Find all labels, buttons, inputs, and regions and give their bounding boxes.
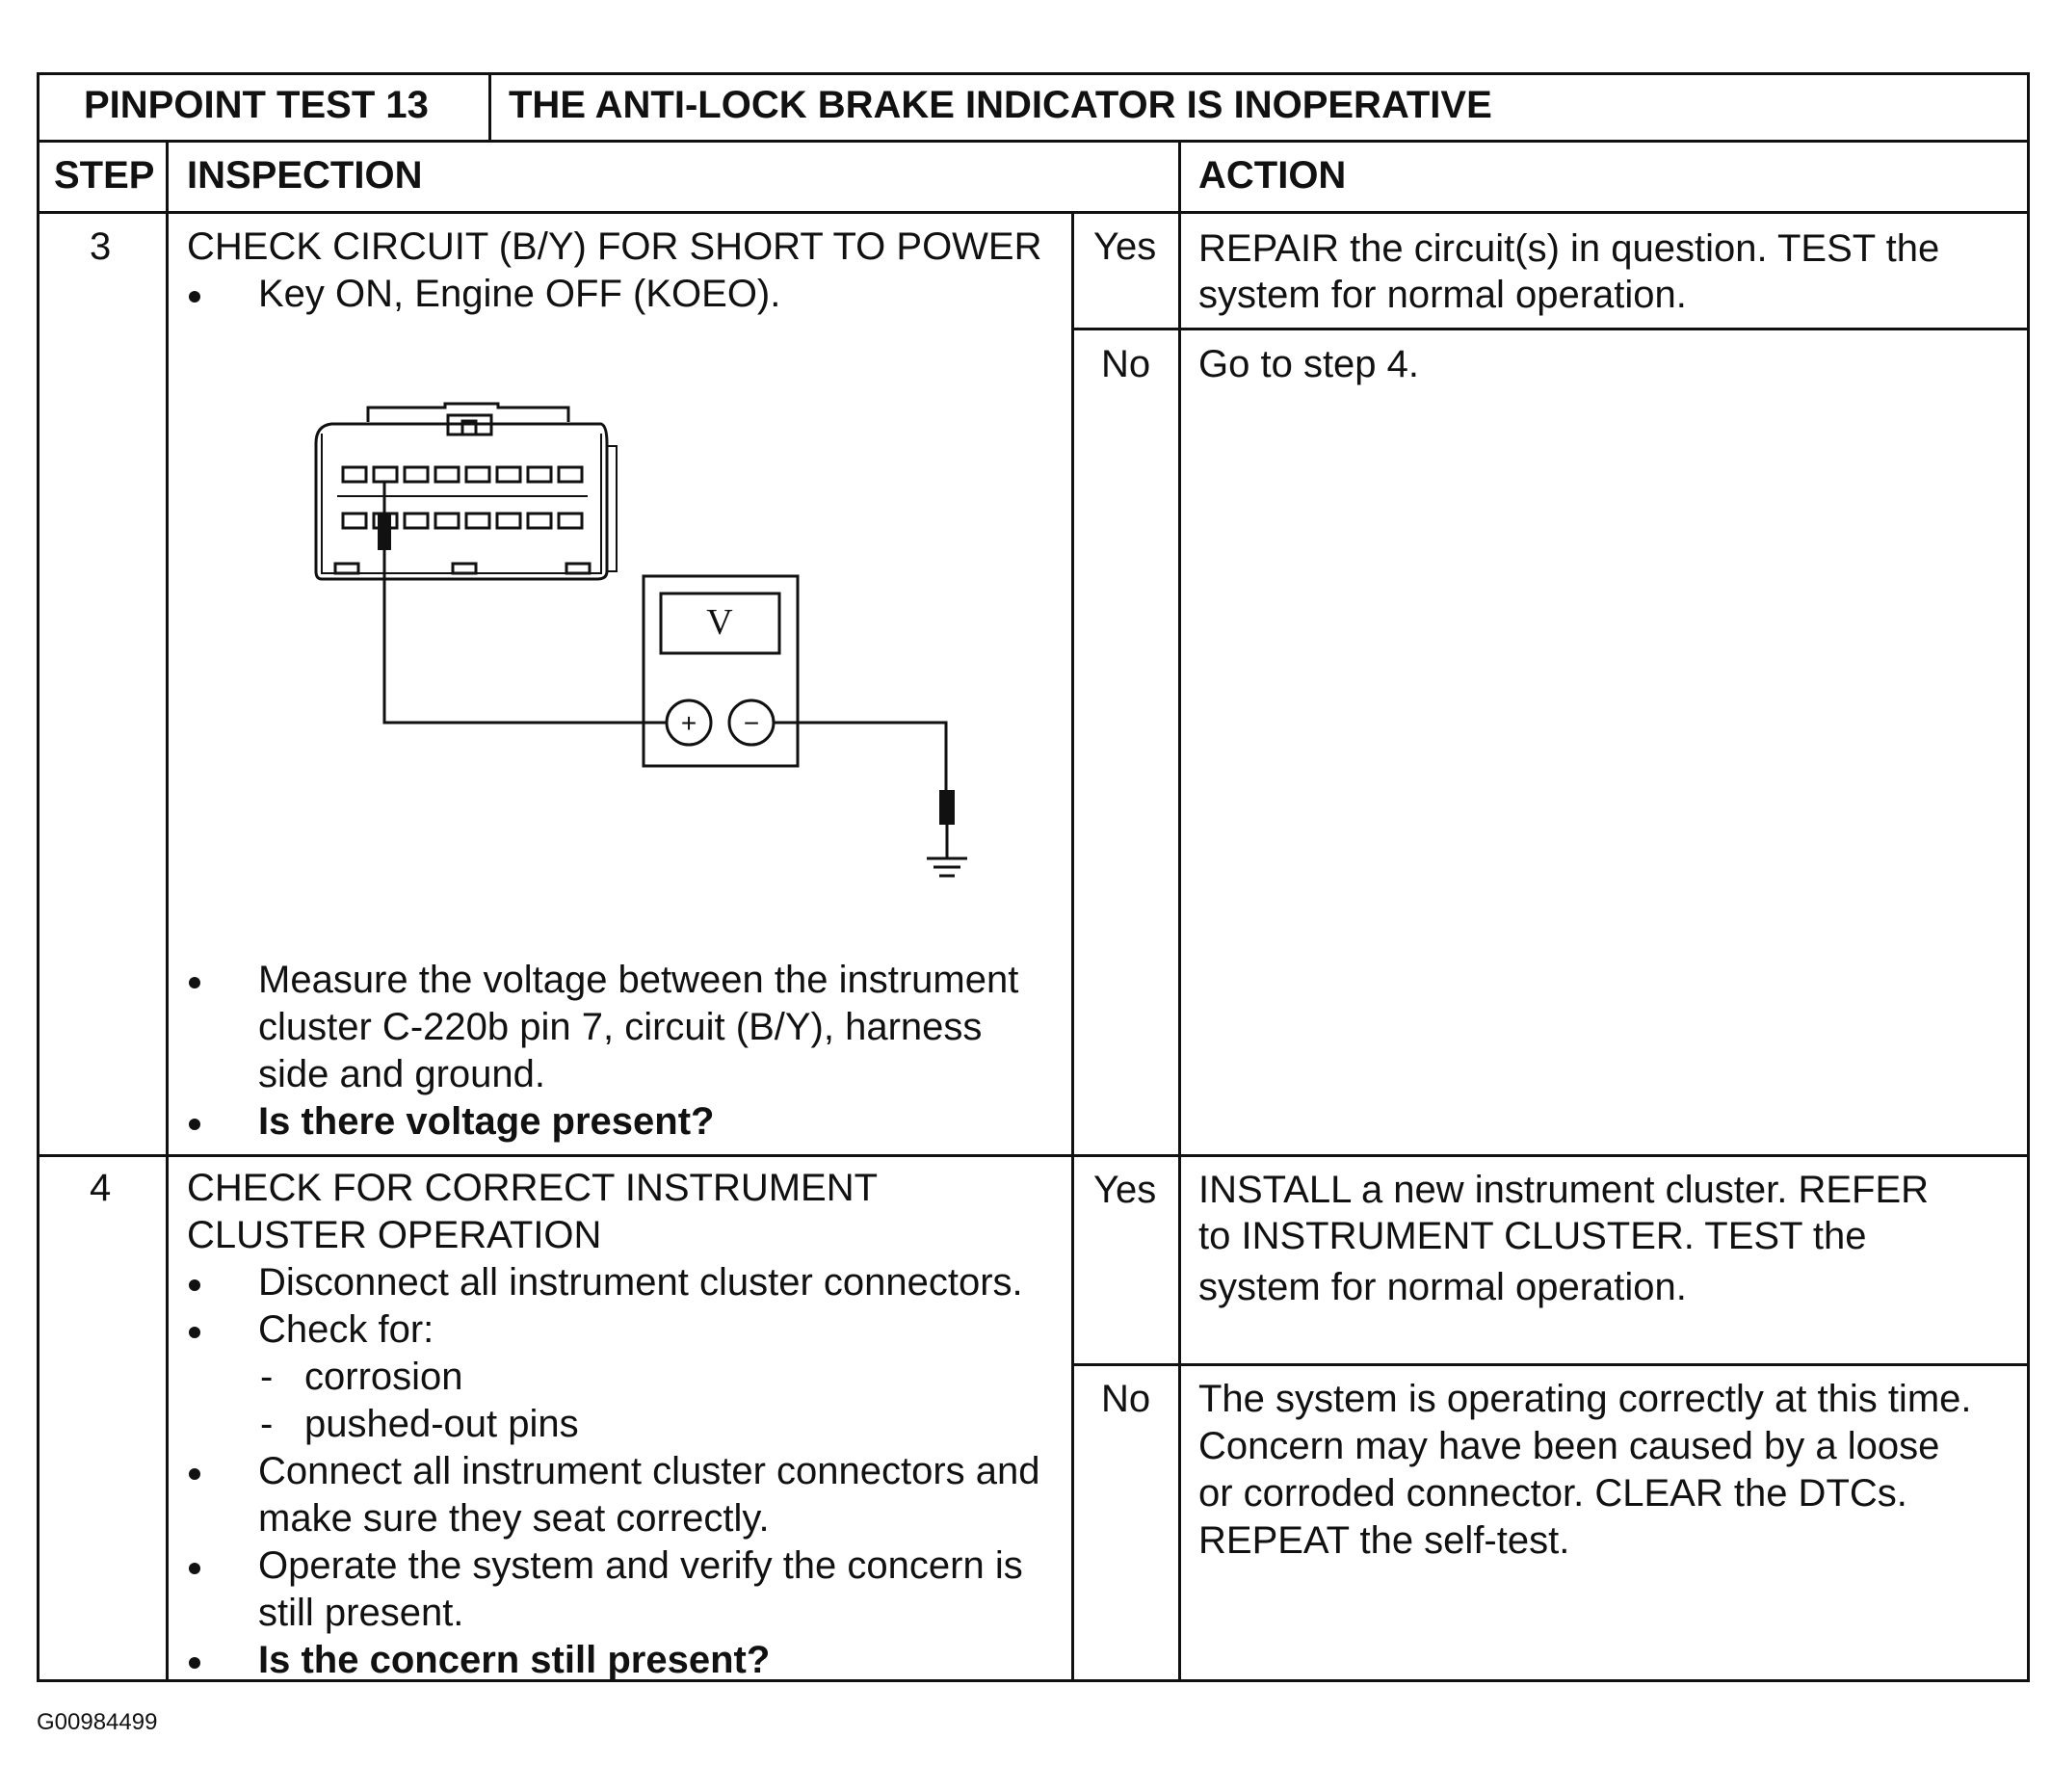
step4-bullet2: Check for:: [258, 1308, 434, 1351]
test-probe-positive: [378, 482, 657, 723]
step3-bullet2-line3: side and ground.: [258, 1053, 546, 1095]
step3-bullet2-line2: cluster C-220b pin 7, circuit (B/Y), harness: [258, 1006, 983, 1048]
connector-c220b: [316, 404, 617, 579]
step4-sub2: pushed-out pins: [304, 1403, 579, 1445]
step4-number: 4: [90, 1167, 112, 1209]
column-header-step: STEP: [54, 154, 155, 197]
step4-title-line2: CLUSTER OPERATION: [187, 1214, 602, 1256]
ground-lead: [774, 723, 955, 858]
step4-bullet4-line1: Operate the system and verify the concern is: [258, 1544, 1023, 1587]
step4-yes-action-line3: system for normal operation.: [1198, 1266, 1687, 1308]
step3-title: CHECK CIRCUIT (B/Y) FOR SHORT TO POWER: [187, 225, 1042, 268]
step3-bullet1: Key ON, Engine OFF (KOEO).: [258, 273, 781, 315]
step4-no-action-line4: REPEAT the self-test.: [1198, 1519, 1570, 1562]
step3-yes-label: Yes: [1093, 225, 1157, 268]
step4-bullet4-line2: still present.: [258, 1592, 464, 1634]
step4-no-action-line2: Concern may have been caused by a loose: [1198, 1425, 1940, 1467]
rule-step3-yes-bottom: [1071, 328, 2030, 330]
step4-bullet3-line1: Connect all instrument cluster connectors and: [258, 1450, 1040, 1492]
step3-question-dot: [189, 1119, 200, 1130]
step3-question: Is there voltage present?: [258, 1100, 715, 1143]
rule-inspection-column: [1178, 140, 1181, 1682]
figure-code: G00984499: [37, 1709, 158, 1735]
step4-sub1-dash: -: [260, 1356, 274, 1398]
step3-no-action: Go to step 4.: [1198, 343, 1420, 385]
step4-sub2-dash: -: [260, 1403, 274, 1445]
meter-display-label: V: [706, 602, 733, 643]
step4-bullet1-dot: [189, 1279, 200, 1291]
step4-bullet2-dot: [189, 1327, 200, 1338]
meter-minus-terminal: −: [743, 708, 760, 738]
step3-yes-action-line2: system for normal operation.: [1198, 274, 1687, 316]
step4-question: Is the concern still present?: [258, 1639, 771, 1681]
step4-yes-action-line1: INSTALL a new instrument cluster. REFER: [1198, 1169, 1930, 1211]
step3-number: 3: [90, 225, 112, 268]
step4-no-action-line1: The system is operating correctly at this time.: [1198, 1378, 1972, 1420]
step4-bullet4-dot: [189, 1563, 200, 1574]
page-title: THE ANTI-LOCK BRAKE INDICATOR IS INOPERATIVE: [509, 84, 1492, 126]
rule-step3-bottom: [37, 1154, 2030, 1157]
step4-bullet3-dot: [189, 1468, 200, 1480]
step4-question-dot: [189, 1657, 200, 1669]
meter-plus-terminal: +: [680, 708, 697, 738]
step4-yes-action-line2: to INSTRUMENT CLUSTER. TEST the: [1198, 1215, 1867, 1257]
step4-no-action-line3: or corroded connector. CLEAR the DTCs.: [1198, 1472, 1907, 1515]
step4-yes-label: Yes: [1093, 1169, 1157, 1211]
step3-bullet1-dot: [189, 291, 200, 303]
rule-header-divider: [488, 72, 491, 142]
voltmeter-diagram: [299, 390, 992, 891]
step4-no-label: No: [1101, 1378, 1151, 1420]
step4-title-line1: CHECK FOR CORRECT INSTRUMENT: [187, 1167, 879, 1209]
step3-bullet2-line1: Measure the voltage between the instrument: [258, 959, 1019, 1001]
rule-step4-yes-bottom: [1071, 1363, 2030, 1366]
step3-bullet2-dot: [189, 977, 200, 988]
rule-yesno-column: [1071, 211, 1074, 1682]
step4-bullet3-line2: make sure they seat correctly.: [258, 1497, 770, 1540]
rule-header-bottom: [37, 140, 2030, 143]
voltmeter: [644, 576, 798, 766]
column-header-inspection: INSPECTION: [187, 154, 423, 197]
test-label: PINPOINT TEST 13: [84, 84, 429, 126]
step4-sub1: corrosion: [304, 1356, 463, 1398]
rule-step-column: [166, 140, 169, 1682]
column-header-action: ACTION: [1198, 154, 1347, 197]
rule-columns-bottom: [37, 211, 2030, 214]
step3-yes-action-line1: REPAIR the circuit(s) in question. TEST the: [1198, 227, 1940, 270]
ground-symbol-icon: [927, 858, 967, 876]
step3-no-label: No: [1101, 343, 1151, 385]
step4-bullet1: Disconnect all instrument cluster connectors.: [258, 1261, 1023, 1304]
